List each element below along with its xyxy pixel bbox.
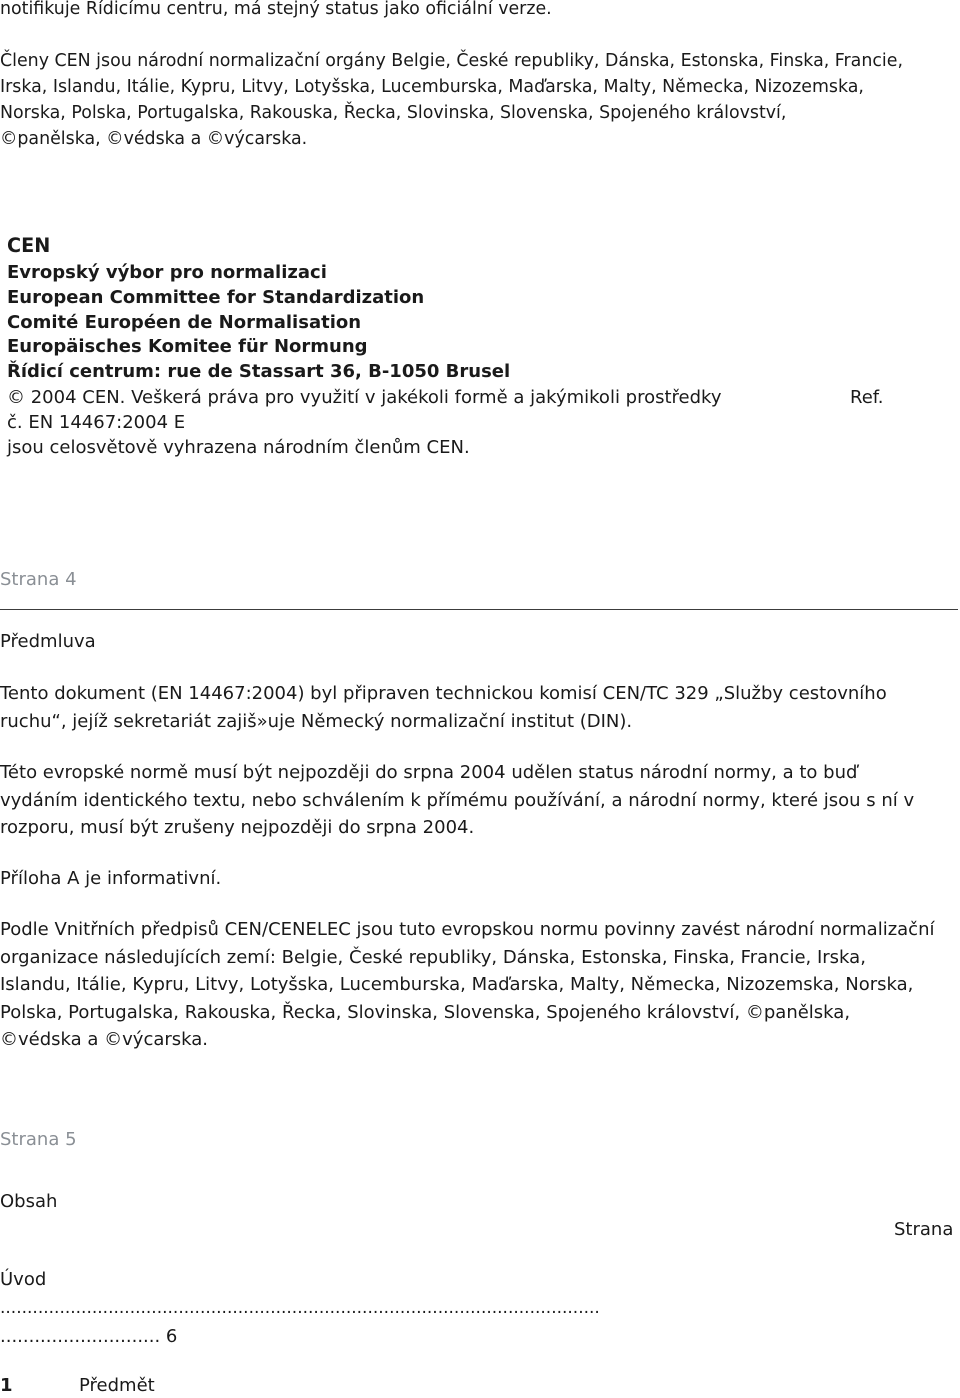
toc-item-1-title: Předmět [79,1375,155,1396]
foreword-paragraph-3 [0,865,221,893]
toc-item-1-number: 1 [0,1375,13,1396]
toc-intro-title: Úvod [0,1269,47,1290]
intro-line: Norska, Polska, Portugalska, Rakouska, Řecka, Slovinska, Slovenska, Spojeného království, [0,103,787,123]
toc-intro-page: ............................ 6 [0,1326,178,1347]
foreword-heading: Předmluva [0,631,96,652]
foreword-paragraph-4 [0,916,935,1054]
cen-name-fr: Comité Européen de Normalisation [7,312,362,333]
contents-page-column-label: Strana [894,1219,954,1240]
intro-line: notifikuje Řídicímu centru, má stejný status jako oficiální verze. [0,0,552,19]
cen-name-en: European Committee for Standardization [7,287,425,308]
paragraph-line: Příloha A je informativní. [0,868,222,889]
page-label-4: Strana 4 [0,569,77,590]
paragraph-line: vydáním identického textu, nebo schválením k přímému používání, a národní normy, které jsou s ní v [0,789,915,811]
paragraph-line: ruchu“, jejíž sekretariát zajiš»uje Německý normalizační institut (DIN). [0,710,633,732]
contents-heading: Obsah [0,1191,58,1212]
intro-line: Irska, Islandu, Itálie, Kypru, Litvy, Lotyšska, Lucemburska, Maďarska, Malty, Německa, Nizozemska, [0,77,864,97]
paragraph-line: Podle Vnitřních předpisů CEN/CENELEC jsou tuto evropskou normu povinny zavést národní normalizační [0,919,935,940]
intro-text [0,0,903,152]
page-divider [0,609,958,610]
paragraph-line: ©védska a ©výcarska. [0,1029,209,1050]
cen-title: CEN [7,234,51,257]
page-label-5: Strana 5 [0,1129,77,1150]
paragraph-line: organizace následujících zemí: Belgie, České republiky, Dánska, Estonska, Finska, Francie, Irska, [0,946,866,968]
paragraph-line: Tento dokument (EN 14467:2004) byl připraven technickou komisí CEN/TC 329 „Služby cestovního [0,683,887,704]
cen-reserved: jsou celosvětově vyhrazena národním členům CEN. [7,437,470,458]
intro-line: ©panělska, ©védska a ©výcarska. [0,129,308,149]
foreword-paragraph-2 [0,759,914,842]
cen-name-cz: Evropský výbor pro normalizaci [7,262,327,283]
intro-line: Členy CEN jsou národní normalizační orgány Belgie, České republiky, Dánska, Estonska, Finska, Francie, [0,51,903,71]
foreword-paragraph-1 [0,680,887,735]
cen-ref-number: č. EN 14467:2004 E [7,412,186,433]
cen-ref: Ref. [850,387,884,408]
cen-name-de: Europäisches Komitee für Normung [7,336,368,357]
paragraph-line: rozporu, musí být zrušeny nejpozději do srpna 2004. [0,817,475,838]
intro-line [0,22,903,48]
toc-intro-leader: ............................................................................................................... [0,1298,600,1318]
paragraph-line: Islandu, Itálie, Kypru, Litvy, Lotyšska, Lucemburska, Maďarska, Malty, Německa, Nizozemska, Norska, [0,974,914,995]
paragraph-line: Polska, Portugalska, Rakouska, Řecka, Slovinska, Slovenska, Spojeného království, ©panělska, [0,1001,851,1023]
cen-copyright: © 2004 CEN. Veškerá práva pro využití v jakékoli formě a jakýmikoli prostředky [7,387,722,408]
paragraph-line: Této evropské normě musí být nejpozději do srpna 2004 udělen status národní normy, a to buď [0,762,858,783]
cen-address: Řídicí centrum: rue de Stassart 36, B-1050 Brusel [7,361,511,382]
